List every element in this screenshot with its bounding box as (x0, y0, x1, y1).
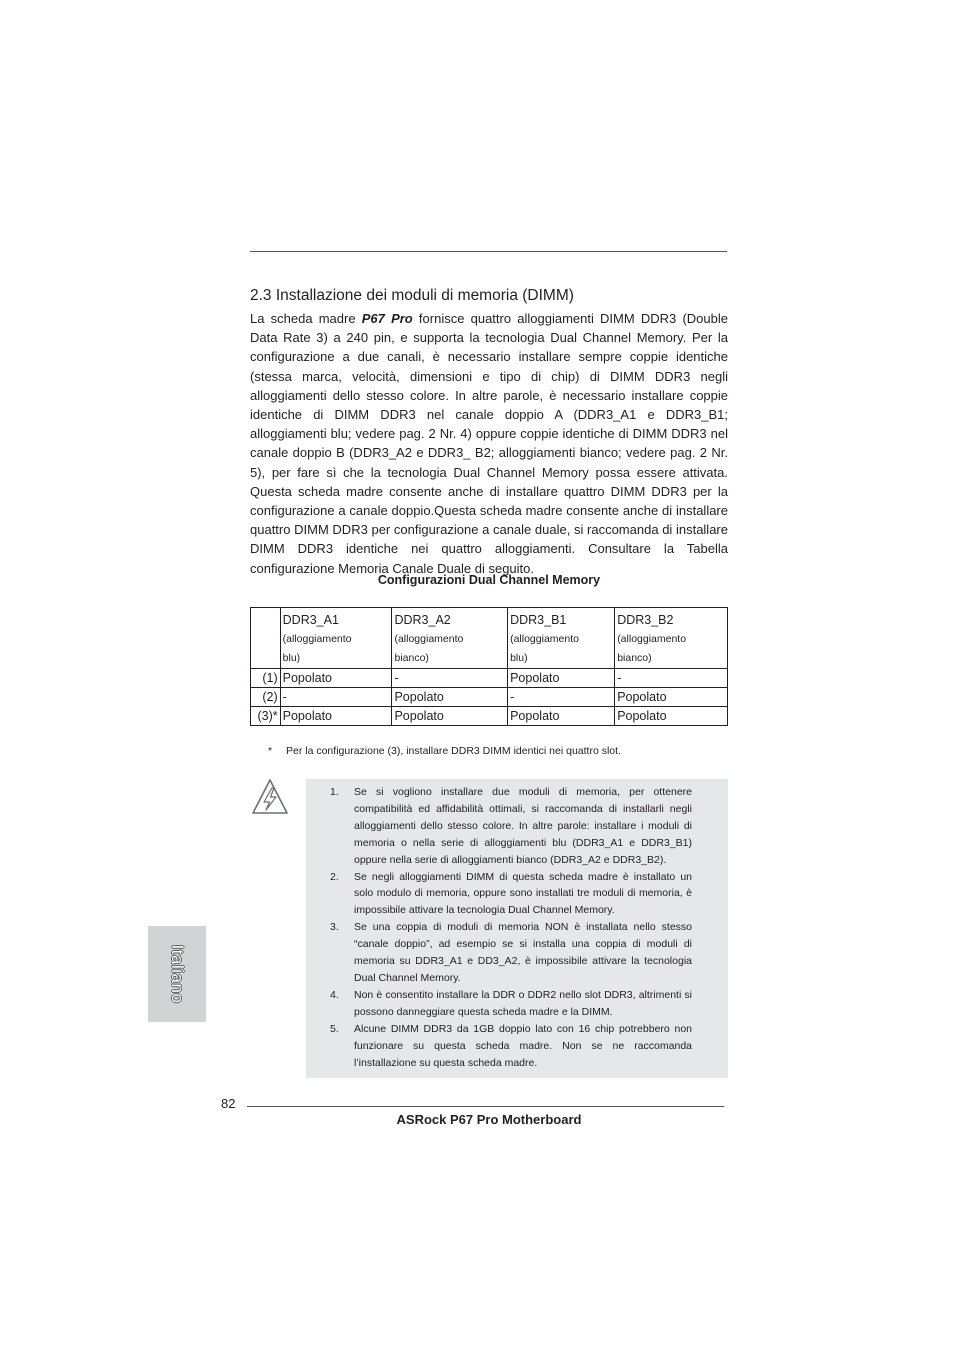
list-item: 4. Non è consentito installare la DDR o DDR2 nello slot DDR3, altrimenti si possono danneggiare questa scheda madre e la DIMM. (330, 988, 692, 1018)
dual-channel-table (250, 607, 728, 726)
table-cell: Popolato (392, 688, 508, 707)
row-label: (2) (251, 688, 281, 707)
table-cell: Popolato (508, 669, 615, 688)
column-header: DDR3_B1 (alloggiamento blu) (508, 608, 615, 669)
language-tab (148, 926, 206, 1022)
table-caption: Configurazioni Dual Channel Memory (377, 573, 601, 587)
column-header: DDR3_A2 (alloggiamento bianco) (392, 608, 508, 669)
table-cell: - (508, 688, 615, 707)
list-item: 5. Alcune DIMM DDR3 da 1GB doppio lato con 16 chip potrebbero non funzionare su questa scheda madre. Non se ne raccomanda l’installazione su questa scheda madre. (330, 1022, 692, 1069)
table-row (251, 669, 728, 688)
corner-cell (251, 608, 281, 669)
column-header: DDR3_A1 (alloggiamento blu) (280, 608, 392, 669)
intro-body: fornisce quattro alloggiamenti DIMM DDR3 (Double Data Rate 3) a 240 pin, e supporta la tecnologia Dual Channel Memory. Per la configurazione a due canali, è necessario installare sempre coppie identiche (stessa marca, velocità, dimensioni e tipo di chip) di DIMM DDR3 negli alloggiamenti dello stesso colore. In altre parole, è necessario installare coppie identiche di DIMM DDR3 nel canale doppio A (DDR3_A1 e DDR3_B1; alloggiamenti blu; vedere pag. 2 Nr. 4) oppure coppie identiche di DIMM DDR3 nel canale doppio B (DDR3_A2 e DDR3_ B2; alloggiamenti bianco; vedere pag. 2 Nr. 5), per fare sì che la tecnologia Dual Channel Memory possa essere attivata. Questa scheda madre consente anche di installare quattro DIMM DDR3 per la configurazione a canale doppio.Questa scheda madre consente anche di installare quattro DIMM DDR3 per configurazione a canale duale, si raccomanda di installare DIMM DDR3 identiche nei quattro alloggiamenti. Consultare la Tabella configurazione Memoria Canale Duale di seguito. (250, 311, 728, 576)
table-cell: Popolato (280, 669, 392, 688)
list-item: 3. Se una coppia di moduli di memoria NON è installata nello stesso “canale doppio”, ad esempio se si installa una coppia di moduli di memoria su DDR3_A1 e DD3_A2, è impossibile attivare la tecnologia Dual Channel Memory. (330, 921, 692, 984)
footer-title: ASRock P67 Pro Motherboard (396, 1112, 582, 1127)
table-cell: Popolato (615, 707, 728, 726)
footnote-marker: * (268, 745, 273, 757)
table-cell: - (280, 688, 392, 707)
bottom-divider (247, 1106, 724, 1107)
table-cell: - (615, 669, 728, 688)
table-cell: Popolato (392, 707, 508, 726)
notes-box (306, 779, 728, 1078)
table-cell: Popolato (615, 688, 728, 707)
column-header: DDR3_B2 (alloggiamento bianco) (615, 608, 728, 669)
language-tab-label: Italiano (168, 944, 187, 1004)
row-label: (1) (251, 669, 281, 688)
table-cell: Popolato (280, 707, 392, 726)
warning-icon (250, 777, 290, 817)
list-item: 1. Se si vogliono installare due moduli di memoria, per ottenere compatibilità ed affidabilità ottimali, si raccomanda di installarli negli alloggiamenti dello stesso colore. In altre parole: installare i moduli di memoria o nella serie di alloggiamenti blu (DDR3_A1 e DDR3_B1) oppure nella serie di alloggiamenti bianco (DDR3_A2 e DDR3_B2). (330, 786, 692, 866)
notes-list (330, 784, 692, 1071)
list-item: 2. Se negli alloggiamenti DIMM di questa scheda madre è installato un solo modulo di memoria, oppure sono installati tre moduli di memoria, è impossibile attivare la tecnologia Dual Channel Memory. (330, 870, 692, 917)
top-divider (250, 251, 727, 252)
table-cell: - (392, 669, 508, 688)
intro-paragraph (250, 309, 728, 578)
section-title: 2.3 Installazione dei moduli di memoria (DIMM) (250, 287, 574, 304)
table-cell: Popolato (508, 707, 615, 726)
model-name: P67 Pro (361, 311, 413, 326)
footnote-text: Per la configurazione (3), installare DDR3 DIMM identici nei quattro slot. (286, 745, 621, 757)
table-row (251, 707, 728, 726)
row-label: (3)* (251, 707, 281, 726)
page-number: 82 (221, 1096, 236, 1111)
table-header-row (251, 608, 728, 669)
intro-prefix: La scheda madre (250, 311, 362, 326)
table-row (251, 688, 728, 707)
